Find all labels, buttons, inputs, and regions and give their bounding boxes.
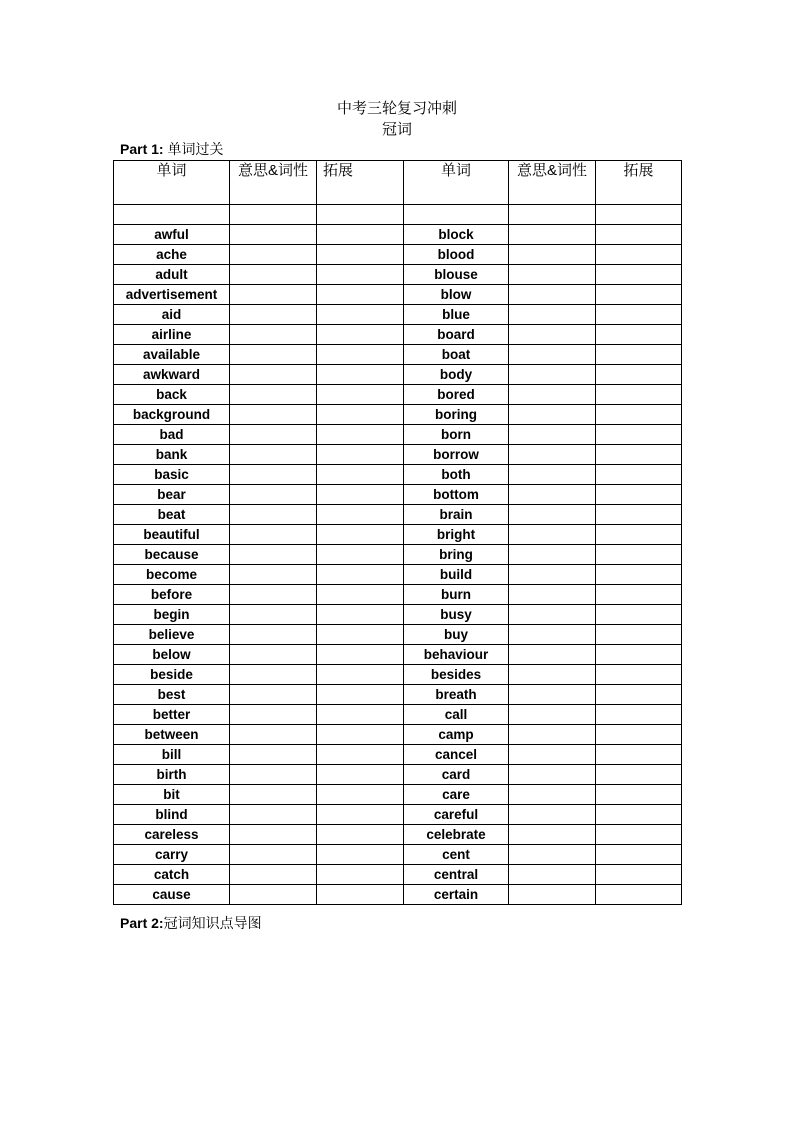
- word-cell-left: background: [114, 405, 230, 425]
- meaning-cell-left: [230, 425, 317, 445]
- meaning-cell-left: [230, 525, 317, 545]
- table-row: [114, 705, 682, 725]
- table-row: [114, 845, 682, 865]
- word-cell-right: build: [404, 565, 509, 585]
- extension-cell-right: [596, 405, 682, 425]
- table-row: [114, 865, 682, 885]
- page-title: 中考三轮复习冲刺: [336, 100, 457, 117]
- meaning-cell-right: [509, 305, 596, 325]
- extension-cell-left: [317, 565, 404, 585]
- word-cell-left: catch: [114, 865, 230, 885]
- extension-cell-right: [596, 505, 682, 525]
- meaning-cell-right: [509, 685, 596, 705]
- extension-cell-right: [596, 745, 682, 765]
- word-cell-right: central: [404, 865, 509, 885]
- word-cell-right: blow: [404, 285, 509, 305]
- word-cell-right: breath: [404, 685, 509, 705]
- meaning-cell-right: [509, 545, 596, 565]
- meaning-cell-right: [509, 565, 596, 585]
- meaning-cell-right: [509, 645, 596, 665]
- table-row: [114, 665, 682, 685]
- extension-cell-right: [596, 365, 682, 385]
- word-cell-left: cause: [114, 885, 230, 905]
- extension-cell-right: [596, 245, 682, 265]
- extension-cell-left: [317, 425, 404, 445]
- table-row: [114, 285, 682, 305]
- meaning-cell-left: [230, 565, 317, 585]
- word-cell-left: ache: [114, 245, 230, 265]
- extension-cell-right: [596, 685, 682, 705]
- meaning-cell-left: [230, 685, 317, 705]
- word-cell-left: back: [114, 385, 230, 405]
- word-cell-right: blouse: [404, 265, 509, 285]
- meaning-cell-right: [509, 805, 596, 825]
- table-header-row: [114, 161, 682, 205]
- table-row: [114, 265, 682, 285]
- table-row: [114, 565, 682, 585]
- extension-cell-right: [596, 645, 682, 665]
- part1-label: Part 1:: [120, 141, 164, 157]
- table-row: [114, 385, 682, 405]
- meaning-cell-right: [509, 485, 596, 505]
- extension-cell-left: [317, 305, 404, 325]
- table-row: [114, 825, 682, 845]
- word-cell-right: care: [404, 785, 509, 805]
- extension-cell-left: [317, 385, 404, 405]
- table-row: [114, 585, 682, 605]
- meaning-cell-left: [230, 485, 317, 505]
- word-cell-left: before: [114, 585, 230, 605]
- meaning-cell-left: [230, 285, 317, 305]
- meaning-cell-left: [230, 625, 317, 645]
- word-cell-right: careful: [404, 805, 509, 825]
- extension-cell-left: [317, 725, 404, 745]
- extension-cell-left: [317, 485, 404, 505]
- table-row: [114, 345, 682, 365]
- meaning-cell-right: [509, 725, 596, 745]
- word-cell-left: awful: [114, 225, 230, 245]
- header-extension-right: 拓展: [596, 161, 682, 205]
- extension-cell-right: [596, 285, 682, 305]
- extension-cell-left: [317, 265, 404, 285]
- extension-cell-right: [596, 705, 682, 725]
- meaning-cell-left: [230, 845, 317, 865]
- table-row: [114, 605, 682, 625]
- meaning-cell-right: [509, 425, 596, 445]
- extension-cell-right: [596, 585, 682, 605]
- extension-cell-left: [317, 705, 404, 725]
- extension-cell-left: [317, 525, 404, 545]
- word-cell-left: careless: [114, 825, 230, 845]
- word-cell-right: besides: [404, 665, 509, 685]
- extension-cell-right: [596, 425, 682, 445]
- part2-heading: [120, 913, 262, 933]
- extension-cell-left: [317, 845, 404, 865]
- word-cell-right: burn: [404, 585, 509, 605]
- meaning-cell-right: [509, 745, 596, 765]
- meaning-cell-left: [230, 585, 317, 605]
- word-cell-left: bank: [114, 445, 230, 465]
- extension-cell-right: [596, 465, 682, 485]
- meaning-cell-right: [509, 525, 596, 545]
- word-cell-right: cent: [404, 845, 509, 865]
- meaning-cell-right: [509, 245, 596, 265]
- word-cell-left: become: [114, 565, 230, 585]
- table-row: [114, 805, 682, 825]
- extension-cell-right: [596, 345, 682, 365]
- word-cell-right: bright: [404, 525, 509, 545]
- extension-cell-right: [596, 225, 682, 245]
- extension-cell-right: [596, 325, 682, 345]
- extension-cell-left: [317, 665, 404, 685]
- extension-cell-right: [596, 485, 682, 505]
- meaning-cell-right: [509, 865, 596, 885]
- meaning-cell-right: [509, 405, 596, 425]
- extension-cell-left: [317, 745, 404, 765]
- word-cell-left: best: [114, 685, 230, 705]
- extension-cell-right: [596, 625, 682, 645]
- word-cell-right: behaviour: [404, 645, 509, 665]
- meaning-cell-left: [230, 345, 317, 365]
- table-row: [114, 525, 682, 545]
- table-row: [114, 725, 682, 745]
- word-cell-left: between: [114, 725, 230, 745]
- word-cell-left: advertisement: [114, 285, 230, 305]
- extension-cell-right: [596, 665, 682, 685]
- meaning-cell-left: [230, 885, 317, 905]
- word-cell-right: call: [404, 705, 509, 725]
- meaning-cell-left: [230, 705, 317, 725]
- table-row: [114, 245, 682, 265]
- word-cell-right: boat: [404, 345, 509, 365]
- meaning-cell-left: [230, 225, 317, 245]
- extension-cell-right: [596, 805, 682, 825]
- table-spacer-row: [114, 205, 682, 225]
- table-row: [114, 465, 682, 485]
- word-cell-right: board: [404, 325, 509, 345]
- meaning-cell-right: [509, 665, 596, 685]
- word-cell-right: bored: [404, 385, 509, 405]
- meaning-cell-right: [509, 465, 596, 485]
- word-cell-right: body: [404, 365, 509, 385]
- word-cell-right: certain: [404, 885, 509, 905]
- table-row: [114, 405, 682, 425]
- extension-cell-left: [317, 805, 404, 825]
- meaning-cell-right: [509, 325, 596, 345]
- extension-cell-right: [596, 385, 682, 405]
- meaning-cell-right: [509, 345, 596, 365]
- extension-cell-right: [596, 545, 682, 565]
- part1-heading: [120, 139, 223, 159]
- extension-cell-right: [596, 605, 682, 625]
- word-cell-right: blue: [404, 305, 509, 325]
- extension-cell-left: [317, 225, 404, 245]
- word-cell-right: brain: [404, 505, 509, 525]
- table-row: [114, 745, 682, 765]
- extension-cell-left: [317, 885, 404, 905]
- extension-cell-right: [596, 885, 682, 905]
- meaning-cell-left: [230, 305, 317, 325]
- meaning-cell-left: [230, 725, 317, 745]
- meaning-cell-right: [509, 625, 596, 645]
- extension-cell-left: [317, 465, 404, 485]
- meaning-cell-right: [509, 585, 596, 605]
- extension-cell-left: [317, 685, 404, 705]
- extension-cell-left: [317, 245, 404, 265]
- table-row: [114, 305, 682, 325]
- word-cell-left: beautiful: [114, 525, 230, 545]
- meaning-cell-left: [230, 405, 317, 425]
- word-cell-left: bit: [114, 785, 230, 805]
- meaning-cell-right: [509, 845, 596, 865]
- meaning-cell-right: [509, 385, 596, 405]
- word-cell-left: airline: [114, 325, 230, 345]
- table-row: [114, 625, 682, 645]
- meaning-cell-right: [509, 265, 596, 285]
- extension-cell-right: [596, 785, 682, 805]
- meaning-cell-right: [509, 825, 596, 845]
- meaning-cell-left: [230, 745, 317, 765]
- extension-cell-left: [317, 345, 404, 365]
- meaning-cell-left: [230, 665, 317, 685]
- table-row: [114, 785, 682, 805]
- table-row: [114, 485, 682, 505]
- extension-cell-left: [317, 645, 404, 665]
- meaning-cell-right: [509, 605, 596, 625]
- word-cell-left: because: [114, 545, 230, 565]
- extension-cell-left: [317, 765, 404, 785]
- word-cell-left: believe: [114, 625, 230, 645]
- meaning-cell-left: [230, 765, 317, 785]
- word-cell-right: blood: [404, 245, 509, 265]
- word-cell-left: beat: [114, 505, 230, 525]
- meaning-cell-left: [230, 645, 317, 665]
- extension-cell-left: [317, 865, 404, 885]
- word-cell-right: boring: [404, 405, 509, 425]
- header-meaning-left: 意思&词性: [230, 161, 317, 205]
- word-cell-left: better: [114, 705, 230, 725]
- meaning-cell-right: [509, 285, 596, 305]
- word-cell-left: below: [114, 645, 230, 665]
- word-cell-left: adult: [114, 265, 230, 285]
- word-cell-left: basic: [114, 465, 230, 485]
- meaning-cell-left: [230, 825, 317, 845]
- word-cell-right: card: [404, 765, 509, 785]
- extension-cell-left: [317, 625, 404, 645]
- meaning-cell-left: [230, 445, 317, 465]
- word-cell-left: available: [114, 345, 230, 365]
- table-row: [114, 445, 682, 465]
- word-cell-left: bear: [114, 485, 230, 505]
- meaning-cell-left: [230, 365, 317, 385]
- meaning-cell-right: [509, 505, 596, 525]
- meaning-cell-right: [509, 365, 596, 385]
- extension-cell-right: [596, 725, 682, 745]
- word-cell-right: block: [404, 225, 509, 245]
- word-cell-right: both: [404, 465, 509, 485]
- word-cell-left: birth: [114, 765, 230, 785]
- word-cell-right: bring: [404, 545, 509, 565]
- meaning-cell-right: [509, 765, 596, 785]
- meaning-cell-left: [230, 545, 317, 565]
- extension-cell-left: [317, 365, 404, 385]
- header-word-right: 单词: [404, 161, 509, 205]
- meaning-cell-left: [230, 605, 317, 625]
- extension-cell-right: [596, 565, 682, 585]
- meaning-cell-right: [509, 885, 596, 905]
- word-cell-right: buy: [404, 625, 509, 645]
- meaning-cell-right: [509, 785, 596, 805]
- word-cell-right: cancel: [404, 745, 509, 765]
- extension-cell-right: [596, 445, 682, 465]
- table-row: [114, 365, 682, 385]
- part2-text: 冠词知识点导图: [163, 915, 262, 931]
- extension-cell-left: [317, 585, 404, 605]
- meaning-cell-left: [230, 245, 317, 265]
- word-cell-left: bad: [114, 425, 230, 445]
- word-cell-left: aid: [114, 305, 230, 325]
- extension-cell-right: [596, 865, 682, 885]
- extension-cell-left: [317, 825, 404, 845]
- part1-text: 单词过关: [167, 141, 224, 157]
- extension-cell-left: [317, 325, 404, 345]
- extension-cell-right: [596, 765, 682, 785]
- meaning-cell-left: [230, 805, 317, 825]
- table-row: [114, 505, 682, 525]
- word-cell-left: beside: [114, 665, 230, 685]
- table-row: [114, 425, 682, 445]
- part2-label: Part 2:: [120, 915, 164, 931]
- extension-cell-right: [596, 305, 682, 325]
- extension-cell-right: [596, 845, 682, 865]
- vocabulary-table: [113, 160, 682, 905]
- meaning-cell-right: [509, 445, 596, 465]
- extension-cell-right: [596, 525, 682, 545]
- word-cell-right: born: [404, 425, 509, 445]
- extension-cell-right: [596, 825, 682, 845]
- word-cell-left: blind: [114, 805, 230, 825]
- word-cell-right: celebrate: [404, 825, 509, 845]
- table-row: [114, 765, 682, 785]
- extension-cell-left: [317, 285, 404, 305]
- meaning-cell-left: [230, 325, 317, 345]
- meaning-cell-left: [230, 505, 317, 525]
- extension-cell-left: [317, 785, 404, 805]
- extension-cell-left: [317, 545, 404, 565]
- extension-cell-left: [317, 505, 404, 525]
- header-extension-left: 拓展: [317, 161, 404, 205]
- word-cell-right: borrow: [404, 445, 509, 465]
- extension-cell-left: [317, 445, 404, 465]
- table-row: [114, 885, 682, 905]
- table-row: [114, 645, 682, 665]
- word-cell-left: awkward: [114, 365, 230, 385]
- meaning-cell-left: [230, 785, 317, 805]
- header-word-left: 单词: [114, 161, 230, 205]
- page-subtitle: 冠词: [381, 121, 412, 138]
- meaning-cell-left: [230, 865, 317, 885]
- word-cell-left: carry: [114, 845, 230, 865]
- table-row: [114, 685, 682, 705]
- word-cell-right: busy: [404, 605, 509, 625]
- extension-cell-left: [317, 405, 404, 425]
- extension-cell-left: [317, 605, 404, 625]
- table-row: [114, 225, 682, 245]
- meaning-cell-right: [509, 225, 596, 245]
- meaning-cell-left: [230, 465, 317, 485]
- table-row: [114, 325, 682, 345]
- word-cell-left: begin: [114, 605, 230, 625]
- word-cell-right: bottom: [404, 485, 509, 505]
- table-row: [114, 545, 682, 565]
- word-cell-left: bill: [114, 745, 230, 765]
- meaning-cell-left: [230, 265, 317, 285]
- word-cell-right: camp: [404, 725, 509, 745]
- header-meaning-right: 意思&词性: [509, 161, 596, 205]
- extension-cell-right: [596, 265, 682, 285]
- meaning-cell-left: [230, 385, 317, 405]
- meaning-cell-right: [509, 705, 596, 725]
